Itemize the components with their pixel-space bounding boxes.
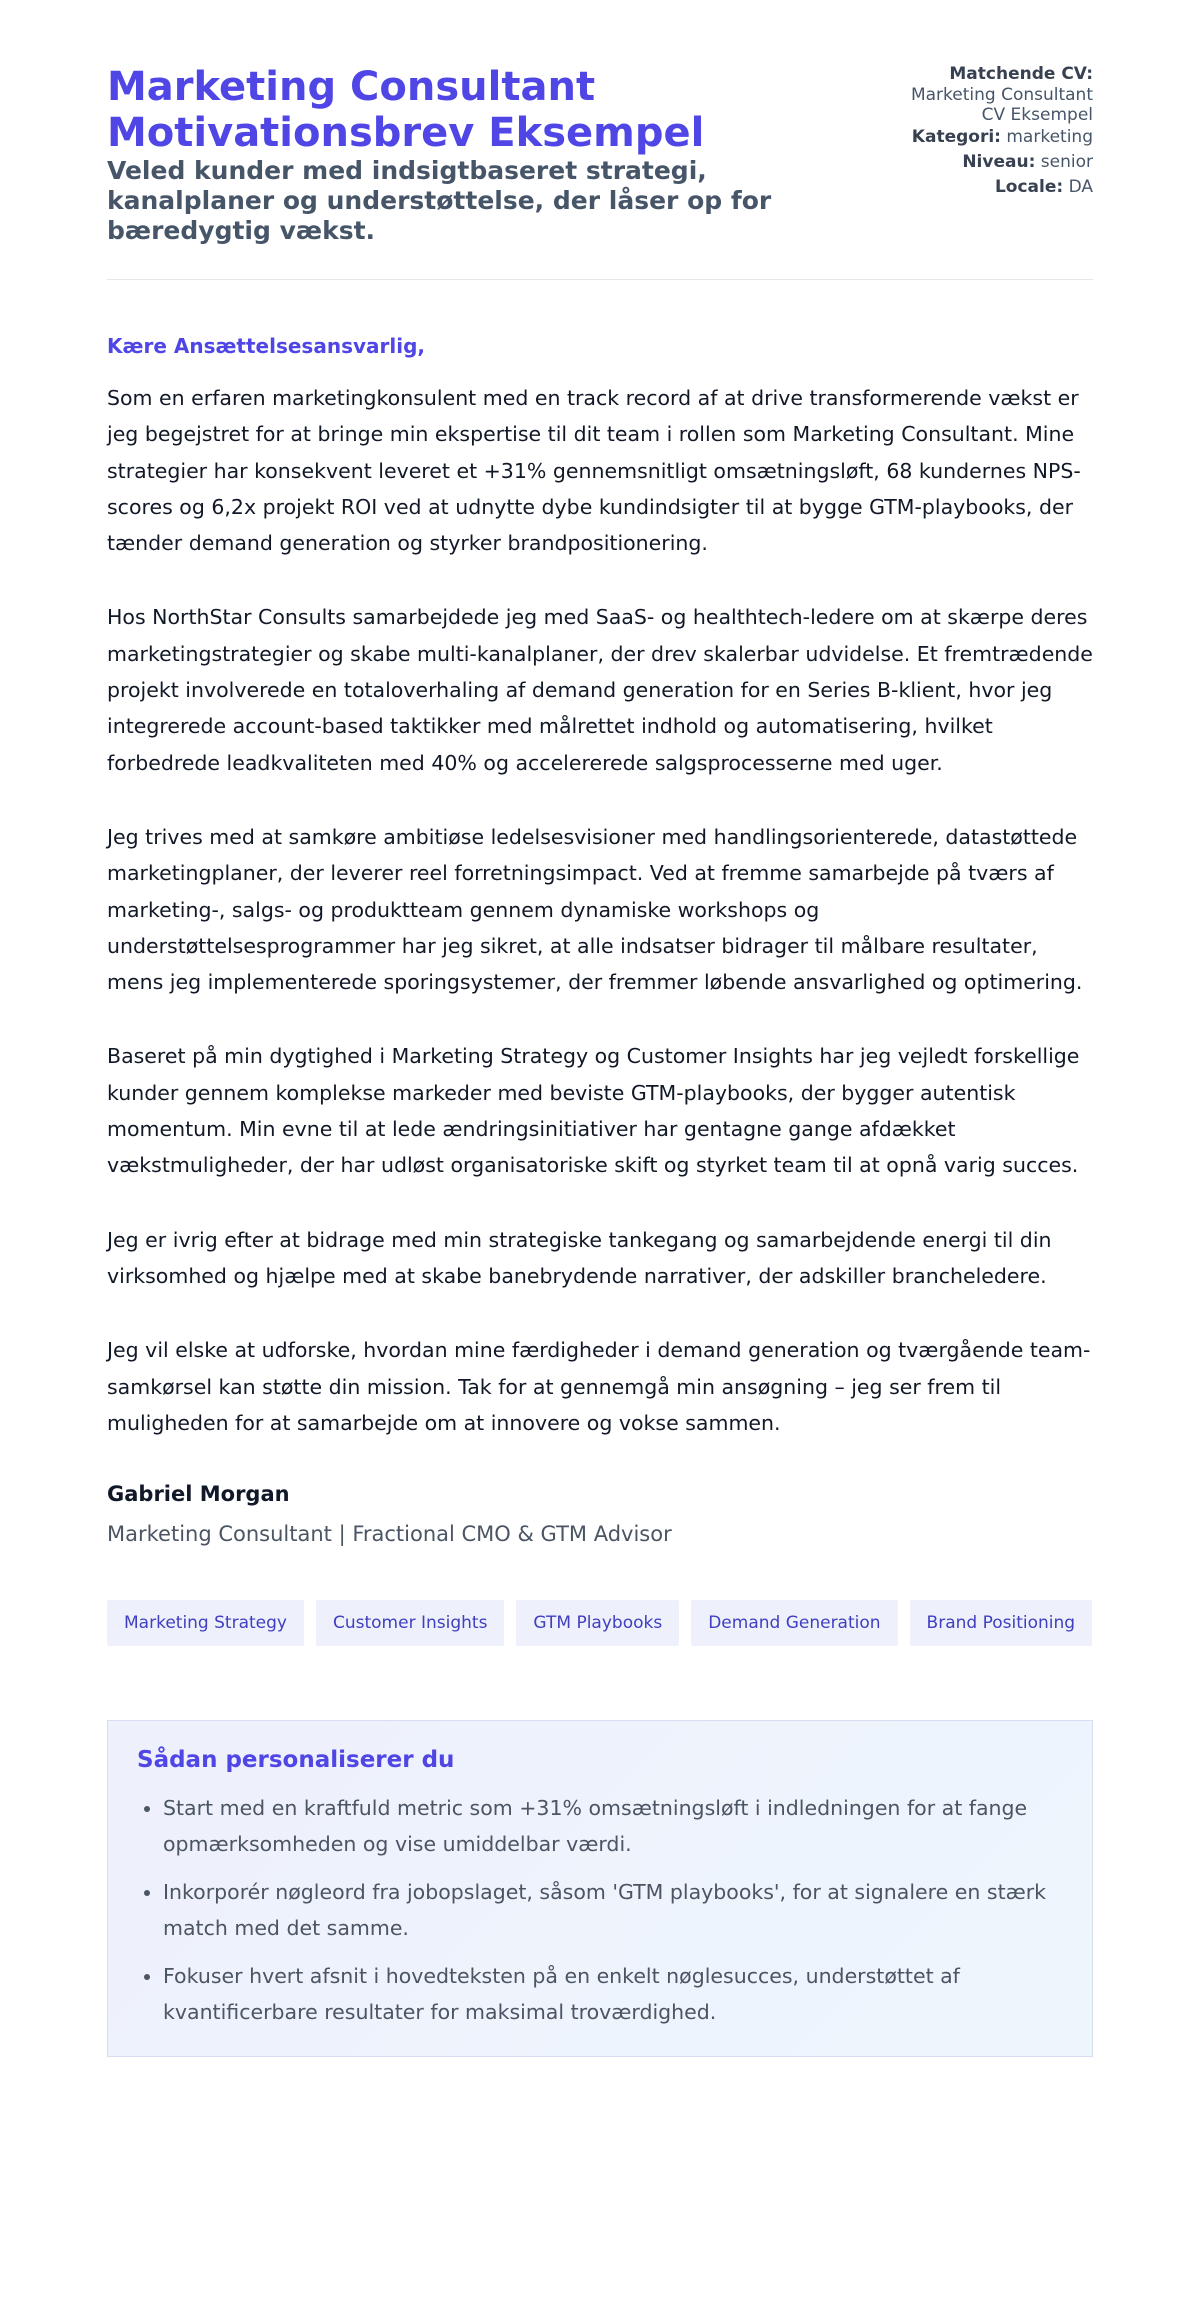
meta-panel [911,64,1093,200]
signature-role: Marketing Consultant | Fractional CMO & GTM Advisor [107,1522,672,1547]
page-subtitle: Veled kunder med indsigtbaseret strategi, kanalplaner og understøttelse, der låser op for bæredygtig vækst. [107,156,772,245]
skill-tag: GTM Playbooks [516,1600,679,1646]
page-title-line1: Marketing Consultant [107,64,596,110]
skill-tag: Demand Generation [691,1600,897,1646]
header [107,64,1093,246]
locale-value: DA [1068,177,1093,197]
page-title [107,64,827,156]
category-row [911,125,1093,150]
matching-cv-value-line1: Marketing Consultant [910,85,1093,105]
tip-item: • Fokuser hvert afsnit i hovedteksten på en enkelt nøglesucces, understøttet af kvantificerbare resultater for maksimal troværdighed. [163,1959,1063,2030]
matching-cv-value-line2: CV Eksempel [981,105,1093,125]
letter-paragraph: Jeg trives med at samkøre ambitiøse ledelsesvisioner med handlingsorienterede, datastøttede marketingplaner, der leverer reel forretningsimpact. Ved at fremme samarbejde på tværs af marketing-, salgs- og produktteam gennem dynamiske workshops og understøttelsesprogrammer har jeg sikret, at alle indsatser bidrager til målbare resultater, mens jeg implementerede sporingsystemer, der fremmer løbende ansvarlighed og optimering. [107,824,1083,995]
letter-paragraph: Baseret på min dygtighed i Marketing Strategy og Customer Insights har jeg vejledt forskellige kunder gennem komplekse markeder med beviste GTM-playbooks, der bygger autentisk momentum. Min evne til at lede ændringsinitiativer har gentagne gange afdækket vækstmuligheder, der har udløst organisatoriske skift og styrket team til at opnå varig succes. [107,1044,1080,1178]
locale-row [911,175,1093,200]
skill-tag: Brand Positioning [910,1600,1093,1646]
level-label: Niveau: [962,152,1036,172]
letter-paragraph: Jeg er ivrig efter at bidrage med min strategiske tankegang og samarbejdende energi til din virksomhed og hjælpe med at skabe banebrydende narrativer, der adskiller brancheledere. [107,1227,1052,1288]
level-value: senior [1040,152,1093,172]
matching-cv-label: Matchende CV: [949,64,1093,84]
page-title-line2: Motivationsbrev Eksempel [107,110,705,156]
skill-tag: Marketing Strategy [107,1600,304,1646]
category-value: marketing [1006,127,1093,147]
tips-list [137,1791,1063,2030]
skill-tags [107,1600,1093,1646]
category-label: Kategori: [911,127,1001,147]
header-divider [107,279,1093,280]
level-row [911,150,1093,175]
signature-name: Gabriel Morgan [107,1482,290,1507]
tip-item: • Start med en kraftfuld metric som +31% omsætningsløft i indledningen for at fange opmærksomheden og vise umiddelbar værdi. [163,1791,1063,1862]
letter-paragraph: Jeg vil elske at udforske, hvordan mine færdigheder i demand generation og tværgående team-samkørsel kan støtte din mission. Tak for at gennemgå min ansøgning – jeg ser frem til muligheden for at samarbejde om at innovere og vokse sammen. [107,1338,1091,1435]
title-block [107,64,827,246]
letter-paragraph: Hos NorthStar Consults samarbejdede jeg med SaaS- og healthtech-ledere om at skærpe deres marketingstrategier og skabe multi-kanalplaner, der drev skalerbar udvidelse. Et fremtrædende projekt involverede en totaloverhaling af demand generation for en Series B-klient, hvor jeg integrerede account-based taktikker med målrettet indhold og automatisering, hvilket forbedrede leadkvaliteten med 40% og accelererede salgsprocesserne med uger. [107,605,1093,775]
letter-greeting: Kære Ansættelsesansvarlig, [107,334,425,358]
tip-item: • Inkorporér nøgleord fra jobopslaget, såsom 'GTM playbooks', for at signalere en stærk match med det samme. [163,1875,1063,1946]
letter-paragraph: Som en erfaren marketingkonsulent med en track record af at drive transformerende vækst er jeg begejstret for at bringe min ekspertise til dit team i rollen som Marketing Consultant. Mine strategier har konsekvent leveret et +31% gennemsnitligt omsætningsløft, 68 kundernes NPS-scores og 6,2x projekt ROI ved at udnytte dybe kundindsigter til at bygge GTM-playbooks, der tænder demand generation og styrker brandpositionering. [107,386,1081,556]
personalization-tips-box [107,1720,1093,2057]
letter-body [107,380,1093,1441]
tips-title: Sådan personaliserer du [137,1747,455,1774]
skill-tag: Customer Insights [316,1600,504,1646]
locale-label: Locale: [994,177,1064,197]
